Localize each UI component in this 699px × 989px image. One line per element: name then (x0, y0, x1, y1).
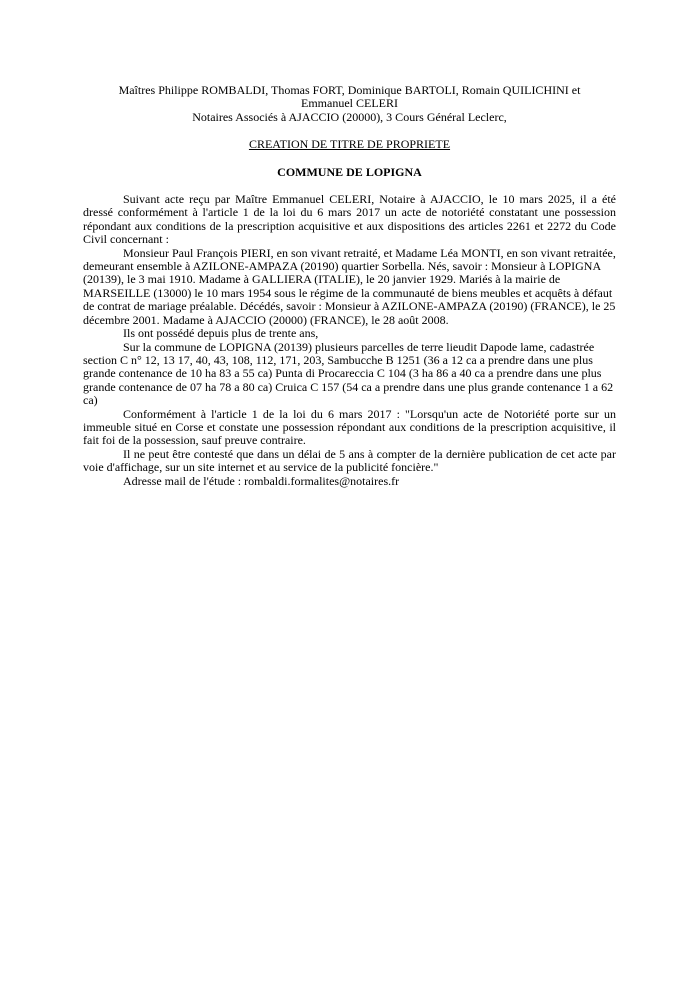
notaries-line-2: Emmanuel CELERI (301, 96, 398, 111)
commune-subtitle: COMMUNE DE LOPIGNA (277, 164, 422, 179)
paragraph-loi-2017: Conformément à l'article 1 de la loi du 6 mars 2017 : "Lorsqu'un acte de Notoriété porte sur un immeuble situé en Corse et constate une possession répondant aux conditions de la prescription acquisitive, il fait foi de la possession, sauf preuve contraire. (83, 406, 616, 448)
paragraph-possession-duree: Ils ont possédé depuis plus de trente ans, (123, 326, 319, 341)
paragraph-adresse-mail: Adresse mail de l'étude : rombaldi.formalites@notaires.fr (123, 473, 400, 488)
paragraph-defunts: Monsieur Paul François PIERI, en son vivant retraité, et Madame Léa MONTI, en son vivant retraitée, demeurant ensemble à AZILONE-AMPAZA (20190) quartier Sorbella. Nés, savoir : Monsieur à LOPIGNA (20139), le 3 mai 1910. Madame à GALLIERA (ITALIE), le 20 janvier 1929. Mariés à la mairie de MARSEILLE (13000) le 10 mars 1954 sous le régime de la communauté de biens meubles et acquêts à défaut de contrat de mariage préalable. Décédés, savoir : Monsieur à AZILONE-AMPAZA (20190) (FRANCE), le 25 décembre 2001. Madame à AJACCIO (20000) (FRANCE), le 28 août 2008. (83, 245, 616, 327)
notaries-line-1: Maîtres Philippe ROMBALDI, Thomas FORT, Dominique BARTOLI, Romain QUILICHINI et (118, 83, 581, 97)
office-address-line: Notaires Associés à AJACCIO (20000), 3 Cours Général Leclerc, (192, 109, 507, 124)
paragraph-acte-recu: Suivant acte reçu par Maître Emmanuel CELERI, Notaire à AJACCIO, le 10 mars 2025, il a été dressé conformément à l'article 1 de la loi du 6 mars 2017 un acte de notoriété constatant une possession répondant aux conditions de la prescription acquisitive et aux dispositions des articles 2261 et 2272 du Code Civil concernant : (83, 192, 616, 247)
document-title: CREATION DE TITRE DE PROPRIETE (248, 137, 451, 152)
paragraph-parcelles: Sur la commune de LOPIGNA (20139) plusieurs parcelles de terre lieudit Dapode lame, cadastrée section C n° 12, 13 17, 40, 43, 108, 112, 171, 203, Sambucche B 1251 (36 a 12 ca a prendre dans une plus grande contenance de 10 ha 83 a 55 ca) Punta di Procareccia C 104 (3 ha 86 a 40 ca a prendre dans une plus grande contenance de 07 ha 78 a 80 ca) Cruica C 157 (54 ca a prendre dans une plus grande contenance 1 a 62 ca) (83, 339, 614, 408)
paragraph-contestation: Il ne peut être contesté que dans un délai de 5 ans à compter de la dernière publication de cet acte par voie d'affichage, sur un site internet et au service de la publicité foncière." (83, 446, 616, 475)
